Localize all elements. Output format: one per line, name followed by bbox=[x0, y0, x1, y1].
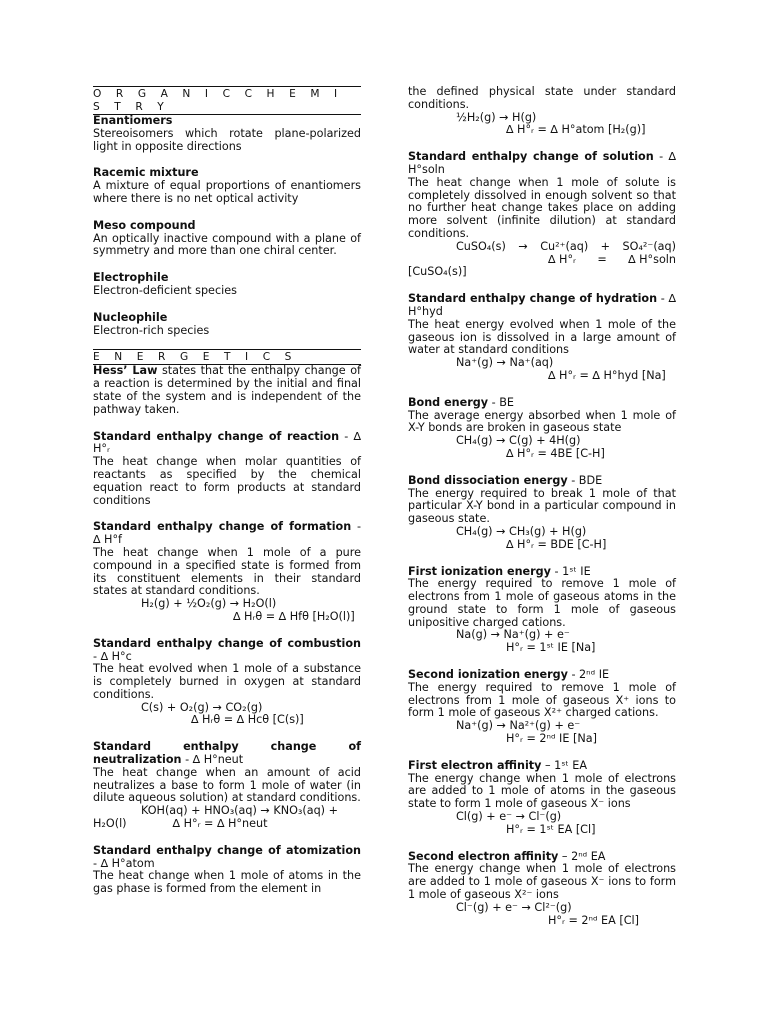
equation bbox=[408, 241, 676, 254]
term-title: Bond energy bbox=[408, 395, 489, 409]
term-symbol: - 2ⁿᵈ IE bbox=[571, 668, 610, 682]
term-title: First ionization energy bbox=[408, 564, 551, 578]
term-definition: A mixture of equal proportions of enantiomers where there is no net optical activity bbox=[93, 179, 361, 205]
term-definition: The heat change when an amount of acid neutralizes a base to form 1 mole of water (in dilute aqueous solution) at standard conditions. bbox=[93, 765, 361, 805]
eq-part: + bbox=[600, 239, 611, 253]
equation-enthalpy bbox=[93, 818, 361, 831]
term-title: First electron affinity bbox=[408, 758, 542, 772]
term-symbol: – 1ˢᵗ EA bbox=[544, 758, 588, 772]
term-definition: The average energy absorbed when 1 mole of X-Y bonds are broken in gaseous state bbox=[408, 408, 676, 435]
term-title: Standard enthalpy change of atomization bbox=[93, 843, 361, 857]
term-symbol: - ∆ H°f bbox=[93, 520, 361, 547]
term-definition: Stereoisomers which rotate plane-polarized light in opposite directions bbox=[93, 126, 361, 153]
term-symbol: - BE bbox=[491, 395, 514, 409]
organic-chemistry-heading: O R G A N I C C H E M I S T R Y bbox=[93, 86, 361, 115]
equation-continued: [CuSO₄(s)] bbox=[408, 265, 467, 279]
term-enthalpy-hydration bbox=[408, 293, 676, 383]
equation: H₂(g) + ½O₂(g) → H₂O(l) bbox=[141, 597, 277, 611]
term-definition: The energy change when 1 mole of electrons are added to 1 mole of gaseous X⁻ ions to form 1 mole of gaseous X²⁻ ions bbox=[408, 862, 676, 902]
term-symbol: - 1ˢᵗ IE bbox=[554, 564, 591, 578]
eq-part: ∆ H°ᵣ bbox=[548, 252, 576, 266]
term-symbol: - BDE bbox=[571, 473, 603, 487]
term-definition: The heat change when 1 mole of solute is completely dissolved in enough solvent so that no further heat change takes place on adding more solvent (infinite dilution) at standard conditions. bbox=[408, 175, 676, 240]
eq-part: ∆ H°soln bbox=[628, 252, 676, 266]
term-title: Standard enthalpy change of hydration bbox=[408, 292, 658, 306]
hess-law-term: Hess’ Law bbox=[93, 364, 158, 378]
equation: CH₄(g) → C(g) + 4H(g) bbox=[456, 434, 581, 448]
term-symbol: – 2ⁿᵈ EA bbox=[561, 849, 606, 863]
eq-part: SO₄²⁻(aq) bbox=[622, 239, 676, 253]
equation: KOH(aq) + HNO₃(aq) → KNO₃(aq) + bbox=[141, 804, 338, 818]
term-title: Standard enthalpy change of combustion bbox=[93, 636, 361, 650]
eq-part: = bbox=[597, 252, 607, 266]
equation-enthalpy: ∆ Hᵣθ = ∆ Hcθ [C(s)] bbox=[191, 713, 304, 727]
equation: Na⁺(g) → Na²⁺(g) + e⁻ bbox=[456, 719, 581, 733]
term-title: Standard enthalpy change of solution bbox=[408, 150, 654, 164]
term-definition: The energy required to remove 1 mole of electrons from 1 mole of gaseous atoms in the ground state to form 1 mole of gaseous unipositive charged cations. bbox=[408, 577, 676, 629]
equation-enthalpy: ∆ H°ᵣ = 4BE [C-H] bbox=[506, 446, 605, 460]
term-enantiomers bbox=[93, 115, 361, 153]
term-definition: The heat change when 1 mole of atoms in the gas phase is formed from the element in bbox=[93, 869, 361, 896]
equation-enthalpy: H°ᵣ = 1ˢᵗ EA [Cl] bbox=[506, 822, 596, 836]
term-definition: The heat energy evolved when 1 mole of the gaseous ion is dissolved in a large amount of water at standard conditions bbox=[408, 317, 676, 357]
equation: Na⁺(g) → Na⁺(aq) bbox=[456, 356, 554, 370]
term-title: Nucleophile bbox=[93, 310, 168, 324]
equation-product: H₂O(l) bbox=[93, 817, 127, 831]
term-enthalpy-formation bbox=[93, 521, 361, 623]
term-electrophile bbox=[93, 272, 361, 298]
term-definition: The heat change when molar quantities of reactants as specified by the chemical equation react to form products at standard conditions bbox=[93, 455, 361, 507]
term-title: Racemic mixture bbox=[93, 166, 199, 180]
term-title: Enantiomers bbox=[93, 114, 173, 127]
term-bond-dissociation-energy bbox=[408, 475, 676, 552]
equation-enthalpy: ∆ Hᵣθ = ∆ Hfθ [H₂O(l)] bbox=[233, 609, 355, 623]
term-definition: Electron-deficient species bbox=[93, 283, 237, 297]
term-symbol: - ∆ H°neut bbox=[185, 753, 244, 767]
term-meso-compound bbox=[93, 220, 361, 258]
equation: CH₄(g) → CH₃(g) + H(g) bbox=[456, 524, 587, 538]
term-definition: The heat change when 1 mole of a pure compound in a specified state is formed from its constituent elements in their standard states at standard conditions. bbox=[93, 545, 361, 598]
equation: Cl(g) + e⁻ → Cl⁻(g) bbox=[456, 810, 562, 824]
term-title: Standard enthalpy change of reaction bbox=[93, 429, 340, 443]
term-definition: The energy required to remove 1 mole of electrons from 1 mole of gaseous X⁺ ions to form 1 mole of gaseous X²⁺ charged cations. bbox=[408, 680, 676, 720]
term-symbol: - ∆ H°hyd bbox=[408, 292, 677, 318]
term-title: Electrophile bbox=[93, 271, 169, 285]
term-symbol: - ∆ H°atom bbox=[93, 856, 155, 870]
term-second-electron-affinity bbox=[408, 851, 676, 928]
equation-enthalpy: H°ᵣ = 1ˢᵗ IE [Na] bbox=[506, 641, 596, 655]
equation: Na(g) → Na⁺(g) + e⁻ bbox=[456, 628, 570, 642]
term-definition: The energy required to break 1 mole of that particular X-Y bond in a particular compound in gaseous state. bbox=[408, 486, 676, 526]
term-nucleophile bbox=[93, 312, 361, 338]
eq-part: CuSO₄(s) bbox=[456, 239, 506, 253]
eq-part: → bbox=[518, 239, 528, 253]
term-definition: Electron-rich species bbox=[93, 323, 210, 337]
term-second-ionization-energy bbox=[408, 669, 676, 746]
atomization-continued: the defined physical state under standard conditions. bbox=[408, 85, 676, 111]
term-title: Bond dissociation energy bbox=[408, 473, 568, 487]
term-title: Standard enthalpy change of neutralization bbox=[93, 740, 361, 767]
equation-value: ∆ H°ᵣ = ∆ H°neut bbox=[172, 817, 268, 831]
equation-enthalpy: ∆ H°ᵣ = BDE [C-H] bbox=[506, 537, 607, 551]
term-definition: The energy change when 1 mole of electrons are added to 1 mole of atoms in the gaseous state to form 1 mole of gaseous X⁻ ions bbox=[408, 771, 676, 811]
term-first-ionization-energy bbox=[408, 566, 676, 656]
energetics-heading: E N E R G E T I C S bbox=[93, 349, 361, 365]
term-definition: An optically inactive compound with a plane of symmetry and more than one chiral center. bbox=[93, 231, 361, 258]
hess-law-definition: states that the enthalpy change of a reaction is determined by the initial and final state of the system and is independent of the pathway taken. bbox=[93, 364, 361, 416]
term-enthalpy-combustion bbox=[93, 638, 361, 728]
right-column bbox=[408, 86, 676, 927]
term-enthalpy-solution bbox=[408, 151, 676, 279]
term-title: Second ionization energy bbox=[408, 668, 568, 682]
term-enthalpy-atomization bbox=[93, 845, 361, 896]
term-definition: The heat evolved when 1 mole of a substance is completely burned in oxygen at standard conditions. bbox=[93, 662, 361, 701]
term-title: Standard enthalpy change of formation bbox=[93, 520, 352, 534]
equation-enthalpy: ∆ H°ᵣ = ∆ H°hyd [Na] bbox=[548, 368, 666, 382]
equation-enthalpy: H°ᵣ = 2ⁿᵈ EA [Cl] bbox=[548, 913, 639, 927]
term-title: Meso compound bbox=[93, 218, 196, 232]
term-title: Second electron affinity bbox=[408, 849, 559, 863]
term-bond-energy bbox=[408, 397, 676, 461]
hess-law-paragraph bbox=[93, 365, 361, 416]
equation-enthalpy: ∆ H°ᵣ = ∆ H°atom [H₂(g)] bbox=[506, 123, 646, 137]
equation: Cl⁻(g) + e⁻ → Cl²⁻(g) bbox=[456, 900, 572, 914]
left-column bbox=[93, 82, 361, 896]
term-racemic-mixture bbox=[93, 167, 361, 205]
term-symbol: - ∆ H°ᵣ bbox=[93, 429, 361, 456]
equation-enthalpy: H°ᵣ = 2ⁿᵈ IE [Na] bbox=[506, 732, 597, 746]
equation: C(s) + O₂(g) → CO₂(g) bbox=[141, 700, 263, 714]
term-first-electron-affinity bbox=[408, 760, 676, 837]
term-enthalpy-neutralization bbox=[93, 741, 361, 831]
term-symbol: - ∆ H°soln bbox=[408, 150, 677, 176]
eq-part: Cu²⁺(aq) bbox=[540, 239, 589, 253]
term-enthalpy-reaction bbox=[93, 431, 361, 508]
equation: ½H₂(g) → H(g) bbox=[456, 110, 537, 124]
term-symbol: - ∆ H°c bbox=[93, 649, 132, 663]
